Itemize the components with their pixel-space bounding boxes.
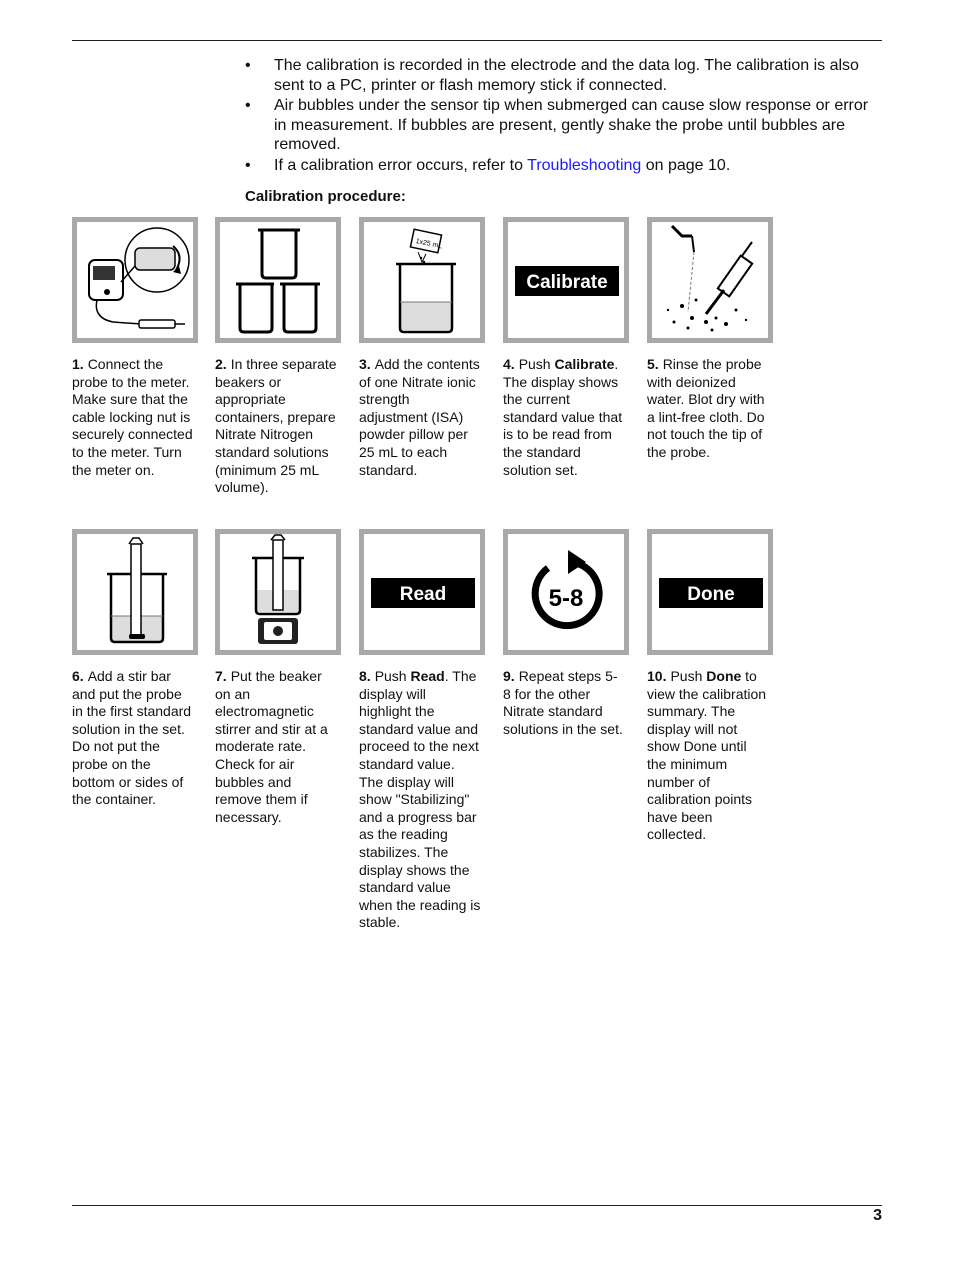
rinse-probe-icon bbox=[652, 222, 768, 338]
step-1: 1. Connect the probe to the meter. Make sure that the cable locking nut is securely connected to the meter. Turn the meter on. bbox=[72, 356, 193, 478]
step-2: 2. In three separate beakers or appropriate containers, prepare Nitrate Nitrogen standard solutions (minimum 25 mL volume). bbox=[215, 356, 337, 496]
repeat-arrow-icon bbox=[508, 534, 624, 650]
bullet: • bbox=[245, 156, 251, 174]
step-7: 7. Put the beaker on an electromagnetic stirrer and stir at a moderate rate. Check for air bubbles and remove them if necessary. bbox=[215, 668, 328, 825]
repeat-steps-label: 5-8 bbox=[548, 585, 584, 612]
notes-list bbox=[245, 56, 875, 177]
bullet: • bbox=[245, 97, 251, 115]
tile-three-beakers bbox=[215, 217, 341, 343]
step-4: 4. Push Calibrate. The display shows the current standard value that is to be read from the standard solution set. bbox=[503, 356, 623, 478]
tile-stirrer bbox=[215, 529, 341, 655]
done-key-label: Done bbox=[687, 584, 735, 605]
tile-repeat bbox=[503, 529, 629, 655]
note-item: • The calibration is recorded in the electrode and the data log. The calibration is also sent to a PC, printer or flash memory stick if connected. bbox=[245, 57, 859, 94]
calibrate-button-icon bbox=[508, 222, 624, 338]
step-9: 9. Repeat steps 5-8 for the other Nitrate standard solutions in the set. bbox=[503, 668, 623, 737]
troubleshooting-link[interactable]: Troubleshooting bbox=[527, 156, 642, 174]
read-button-icon bbox=[364, 534, 480, 650]
beakers-icon bbox=[220, 222, 336, 338]
bottom-rule bbox=[72, 1205, 882, 1206]
step-3: 3. Add the contents of one Nitrate ionic strength adjustment (ISA) powder pillow per 25 mL to each standard. bbox=[359, 356, 480, 478]
meter-probe-icon bbox=[77, 222, 193, 338]
powder-pillow-icon bbox=[364, 222, 480, 338]
top-rule bbox=[72, 40, 882, 41]
read-key-label: Read bbox=[399, 584, 447, 605]
pillow-label: 1x25 mL bbox=[414, 237, 443, 251]
tile-add-pillow bbox=[359, 217, 485, 343]
tile-connect-probe bbox=[72, 217, 198, 343]
step-10: 10. Push Done to view the calibration summary. The display will not show Done until the minimum number of calibration points have been collected. bbox=[647, 668, 767, 843]
tile-done bbox=[647, 529, 773, 655]
tile-stir-bar bbox=[72, 529, 198, 655]
tile-rinse-probe bbox=[647, 217, 773, 343]
tile-calibrate bbox=[503, 217, 629, 343]
bullet: • bbox=[245, 57, 251, 74]
step-8: 8. Push Read. The display will highlight the standard value and proceed to the next standard value. The display will show "Stabilizing" and a progress bar as the reading stabilizes. The display shows the standard value when the reading is stable. bbox=[359, 668, 481, 931]
step-5: 5. Rinse the probe with deionized water. Blot dry with a lint-free cloth. Do not touch the tip of the probe. bbox=[647, 356, 765, 460]
done-button-icon bbox=[652, 534, 768, 650]
tile-read bbox=[359, 529, 485, 655]
step-6: 6. Add a stir bar and put the probe in the first standard solution in the set. Do not put the probe on the bottom or sides of the container. bbox=[72, 668, 192, 808]
calibrate-key-label: Calibrate bbox=[526, 272, 608, 293]
page-number: 3 bbox=[873, 1207, 882, 1224]
note-item: • Air bubbles under the sensor tip when submerged can cause slow response or error in measurement. If bubbles are present, gently shake the probe until bubbles are removed. bbox=[245, 97, 869, 154]
stirrer-icon bbox=[220, 534, 336, 650]
note-item: • If a calibration error occurs, refer to Troubleshooting on page 10. bbox=[245, 156, 731, 174]
probe-in-beaker-icon bbox=[77, 534, 193, 650]
procedure-heading: Calibration procedure: bbox=[245, 188, 406, 205]
